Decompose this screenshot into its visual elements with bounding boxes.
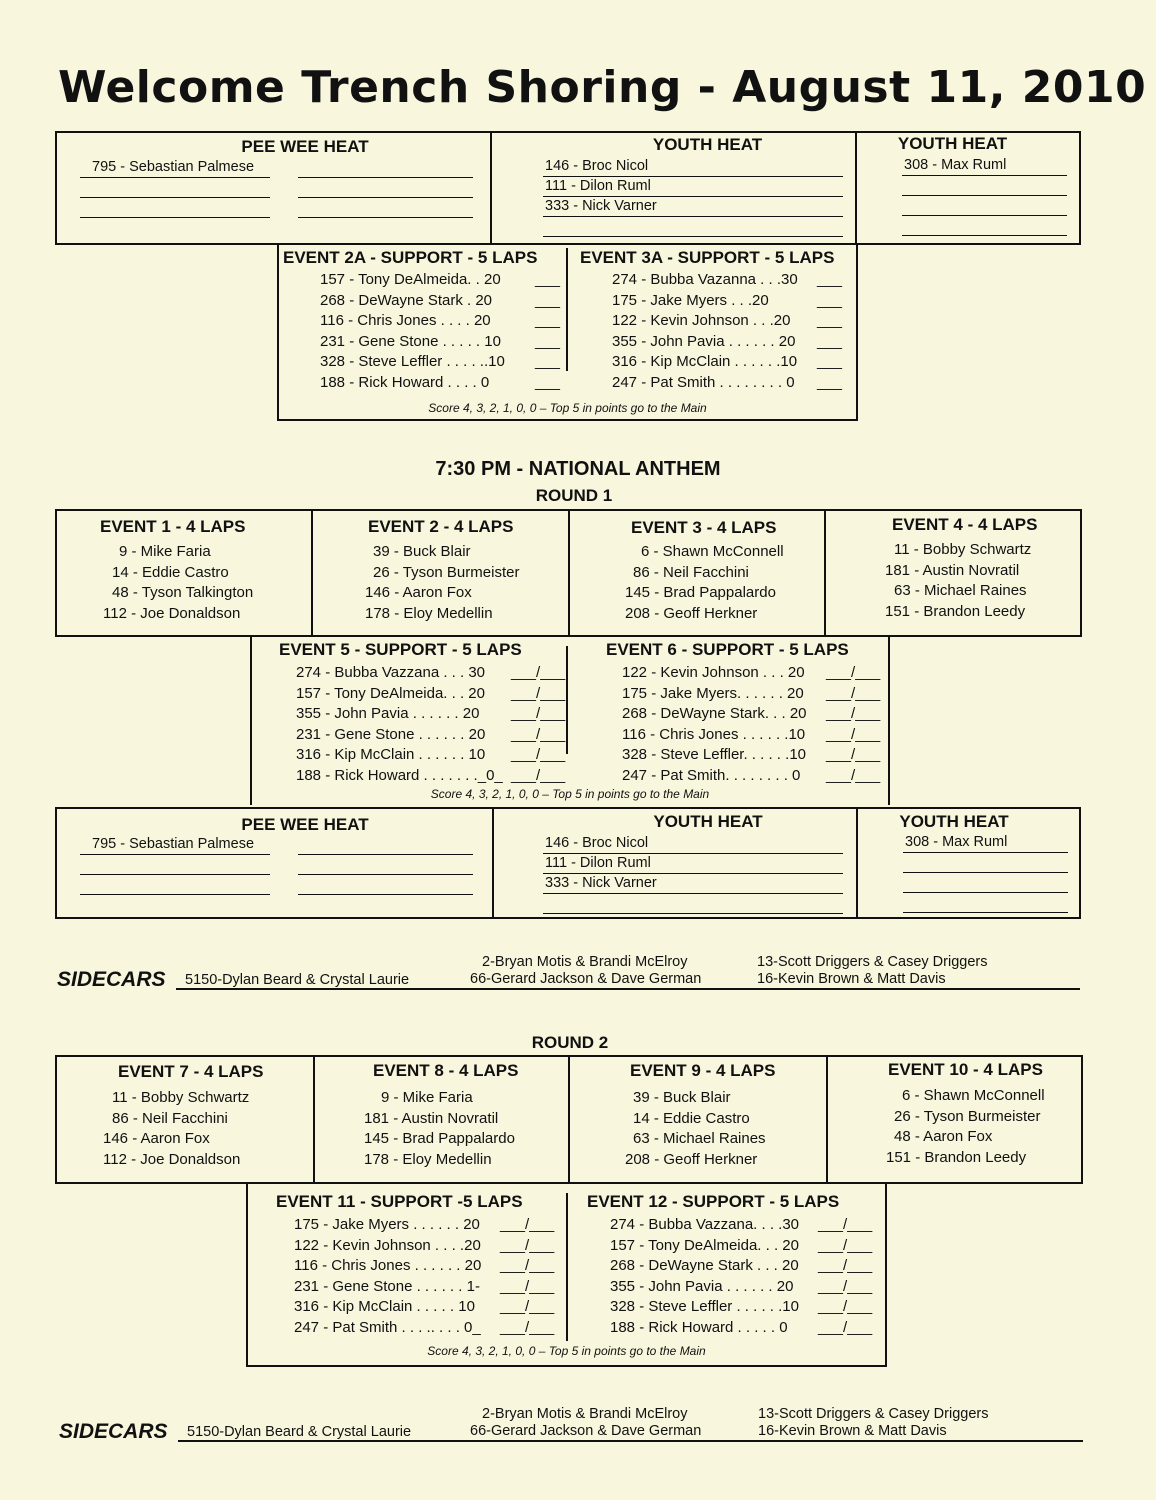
list-item: 795 - Sebastian Palmese xyxy=(80,158,270,178)
event-3-title: EVENT 3 - 4 LAPS xyxy=(631,518,777,537)
round-2-title: ROUND 2 xyxy=(531,1033,609,1052)
score-note: Score 4, 3, 2, 1, 0, 0 – Top 5 in points go to the Main xyxy=(428,401,707,415)
youth-heat-2-list xyxy=(902,156,1067,236)
list-item: 333 - Nick Varner xyxy=(543,197,843,217)
event-1-list: 9 - Mike Faria 14 - Eddie Castro 48 - Tyson Talkington 112 - Joe Donaldson xyxy=(103,543,254,622)
page-title: Welcome Trench Shoring - August 11, 2010 xyxy=(58,62,1147,113)
list-item: 333 - Nick Varner xyxy=(543,874,843,894)
sidecars-label: SIDECARS xyxy=(57,968,166,991)
event-5-list: 274 - Bubba Vazzana . . . 30 157 - Tony DeAlmeida. . . 20 355 - John Pavia . . . . . . 20 231 - Gene Stone . . . . . . 20 316 - Kip McClain . . . . . . 10 188 - Rick Howard . . . . . . ._0_ xyxy=(296,664,503,784)
list-item: 308 - Max Ruml xyxy=(903,833,1068,853)
event-11-list: 175 - Jake Myers . . . . . . 20 122 - Kevin Johnson . . . .20 116 - Chris Jones . . . . . . 20 231 - Gene Stone . . . . . . 1- 316 - Kip McClain . . . . . 10 247 - Pat Smith . . . .. . . . 0_ xyxy=(294,1216,482,1336)
event-3-list: 6 - Shawn McConnell 86 - Neil Facchini 145 - Brad Pappalardo 208 - Geoff Herkner xyxy=(625,543,784,622)
event-9-title: EVENT 9 - 4 LAPS xyxy=(630,1061,776,1080)
event-6-list: 122 - Kevin Johnson . . . 20 175 - Jake Myers. . . . . . 20 268 - DeWayne Stark. . . 20 116 - Chris Jones . . . . . .10 328 - Steve Leffler. . . . . .10 247 - Pat Smith. . . . . . . . 0 xyxy=(622,664,807,784)
list-item: 308 - Max Ruml xyxy=(902,156,1067,176)
event-7-title: EVENT 7 - 4 LAPS xyxy=(118,1062,264,1081)
youth-heat-list xyxy=(543,157,843,237)
round-1-title: ROUND 1 xyxy=(535,486,613,505)
youth-heat-2-header: YOUTH HEAT xyxy=(897,134,1008,153)
event-7-list: 11 - Bobby Schwartz 86 - Neil Facchini 146 - Aaron Fox 112 - Joe Donaldson xyxy=(103,1089,250,1168)
pee-wee-heat-header: PEE WEE HEAT xyxy=(241,137,369,156)
event-12-list: 274 - Bubba Vazzana. . . .30 157 - Tony DeAlmeida. . . 20 268 - DeWayne Stark . . . 20 355 - John Pavia . . . . . . 20 328 - Steve Leffler . . . . . .10 188 - Rick Howard . . . . . 0 xyxy=(610,1216,800,1336)
event-10-title: EVENT 10 - 4 LAPS xyxy=(888,1060,1043,1079)
youth-heat-header: YOUTH HEAT xyxy=(652,135,763,154)
event-2a-list: 157 - Tony DeAlmeida. . 20 268 - DeWayne Stark . 20 116 - Chris Jones . . . . 20 231 - Gene Stone . . . . . 10 328 - Steve Leffler . . . . ..10 188 - Rick Howard . . . . 0 xyxy=(320,271,505,391)
list-item: 146 - Broc Nicol xyxy=(543,834,843,854)
event-2a-title: EVENT 2A - SUPPORT - 5 LAPS xyxy=(283,248,538,267)
event-5-title: EVENT 5 - SUPPORT - 5 LAPS xyxy=(279,640,522,659)
event-4-title: EVENT 4 - 4 LAPS xyxy=(892,515,1038,534)
event-3a-title: EVENT 3A - SUPPORT - 5 LAPS xyxy=(580,248,835,267)
event-11-title: EVENT 11 - SUPPORT -5 LAPS xyxy=(276,1192,523,1211)
list-item: 111 - Dilon Ruml xyxy=(543,177,843,197)
event-2-list: 39 - Buck Blair 26 - Tyson Burmeister 146 - Aaron Fox 178 - Eloy Medellin xyxy=(365,543,520,622)
sidecars-label-2: SIDECARS xyxy=(59,1420,168,1443)
event-9-list: 39 - Buck Blair 14 - Eddie Castro 63 - Michael Raines 208 - Geoff Herkner xyxy=(625,1089,766,1168)
event-8-list: 9 - Mike Faria 181 - Austin Novratil 145 - Brad Pappalardo 178 - Eloy Medellin xyxy=(364,1089,515,1168)
event-2-title: EVENT 2 - 4 LAPS xyxy=(368,517,514,536)
event-3a-list: 274 - Bubba Vazanna . . .30 175 - Jake Myers . . .20 122 - Kevin Johnson . . .20 355 - John Pavia . . . . . . 20 316 - Kip McClain . . . . . .10 247 - Pat Smith . . . . . . . . 0 xyxy=(612,271,798,391)
event-12-title: EVENT 12 - SUPPORT - 5 LAPS xyxy=(587,1192,840,1211)
event-10-list: 6 - Shawn McConnell 26 - Tyson Burmeister 48 - Aaron Fox 151 - Brandon Leedy xyxy=(886,1087,1045,1166)
pee-wee-heat-2-header: PEE WEE HEAT xyxy=(241,815,369,834)
list-item: 146 - Broc Nicol xyxy=(543,157,843,177)
event-8-title: EVENT 8 - 4 LAPS xyxy=(373,1061,519,1080)
list-item: 795 - Sebastian Palmese xyxy=(80,835,270,855)
list-item: 111 - Dilon Ruml xyxy=(543,854,843,874)
event-4-list: 11 - Bobby Schwartz 181 - Austin Novratil 63 - Michael Raines 151 - Brandon Leedy xyxy=(885,541,1032,620)
national-anthem: 7:30 PM - NATIONAL ANTHEM xyxy=(435,458,721,480)
event-6-title: EVENT 6 - SUPPORT - 5 LAPS xyxy=(606,640,849,659)
event-1-title: EVENT 1 - 4 LAPS xyxy=(100,517,246,536)
pee-wee-heat-list xyxy=(80,158,270,218)
